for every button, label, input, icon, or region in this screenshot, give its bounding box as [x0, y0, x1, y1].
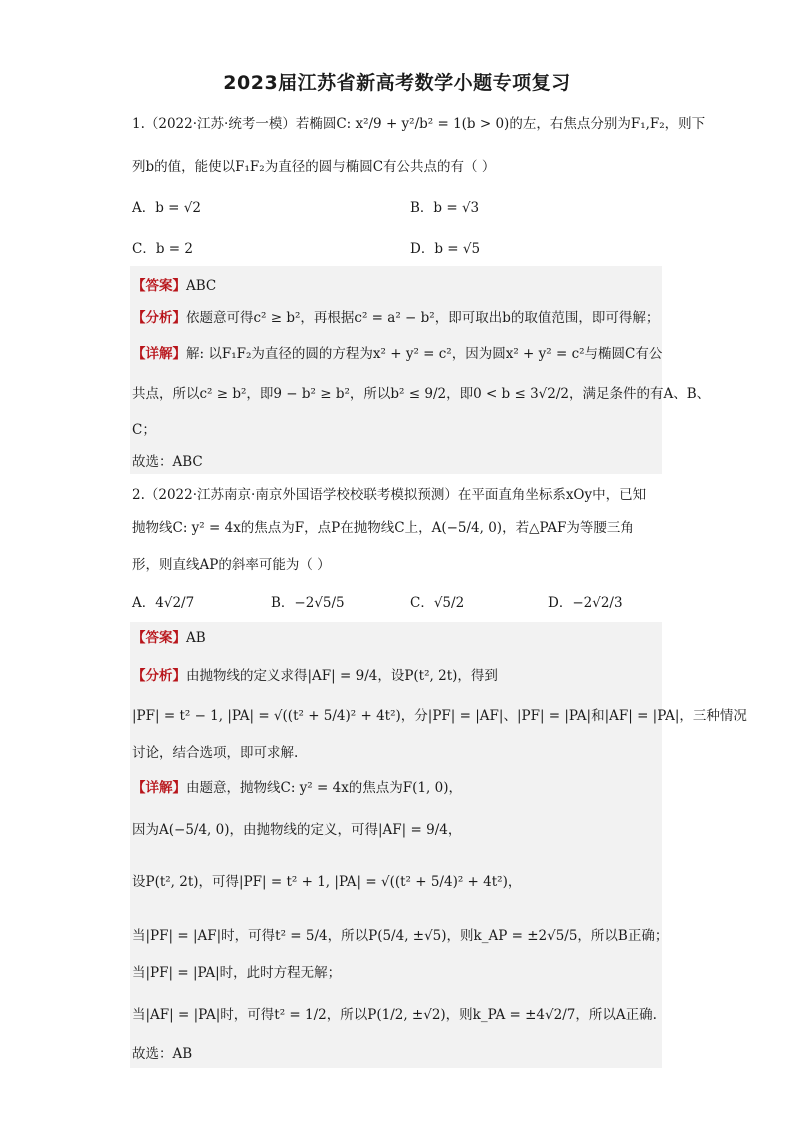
q1-option-b: B．b = √3 [410, 200, 480, 216]
detail-text-line1: 解: 以F₁F₂为直径的圆的方程为x² + y² = c²，因为圆x² + y² = c²与椭圆C有公 [186, 346, 663, 362]
q2-analysis-line3: 讨论，结合选项，即可求解. [132, 745, 299, 761]
q1-detail-line3: C； [132, 422, 156, 438]
analysis-label: 【分析】 [132, 668, 186, 684]
q2-solution-box [130, 622, 662, 1068]
q1-detail [132, 344, 662, 364]
q2-detail-line6: 当|AF| = |PA|时，可得t² = 1/2，所以P(1/2, ±√2)，则k_PA = ±4√2/7，所以A正确. [132, 1007, 657, 1023]
q2-detail-line2: 因为A(−5/4, 0)，由抛物线的定义，可得|AF| = 9/4， [132, 822, 462, 838]
q2-option-a: A．4√2/7 [132, 595, 195, 611]
q1-analysis [132, 308, 659, 328]
q1-stem-line1: 1.（2022·江苏·统考一模）若椭圆C: x²/9 + y²/b² = 1(b > 0)的左，右焦点分别为F₁,F₂，则下 [132, 116, 706, 132]
q2-detail [132, 778, 462, 798]
detail-text-line1: 由题意，抛物线C: y² = 4x的焦点为F(1, 0)， [186, 780, 462, 796]
q1-option-a: A．b = √2 [132, 200, 201, 216]
q1-answer [132, 276, 216, 296]
q2-choice: 故选：AB [132, 1046, 193, 1062]
q2-option-c: C．√5/2 [410, 595, 465, 611]
q2-detail-line5: 当|PF| = |PA|时，此时方程无解； [132, 965, 342, 981]
q1-solution-box [130, 266, 662, 474]
q1-stem-line2: 列b的值，能使以F₁F₂为直径的圆与椭圆C有公共点的有（ ） [132, 159, 496, 175]
q2-detail-line4: 当|PF| = |AF|时，可得t² = 5/4，所以P(5/4, ±√5)，则k_AP = ±2√5/5，所以B正确； [132, 928, 669, 944]
answer-label: 【答案】 [132, 278, 186, 294]
q2-analysis [132, 666, 498, 686]
q1-option-d: D．b = √5 [410, 241, 481, 257]
analysis-text: 依题意可得c² ≥ b²，再根据c² = a² − b²，即可取出b的取值范围，即可得解； [186, 310, 660, 326]
q2-analysis-line2: |PF| = t² − 1, |PA| = √((t² + 5/4)² + 4t²)，分|PF| = |AF|、|PF| = |PA|和|AF| = |PA|，三种情况 [132, 708, 747, 724]
detail-label: 【详解】 [132, 346, 186, 362]
detail-label: 【详解】 [132, 780, 186, 796]
q2-answer [132, 628, 206, 648]
q2-stem-line2: 抛物线C: y² = 4x的焦点为F，点P在抛物线C上，A(−5/4, 0)，若△PAF为等腰三角 [132, 520, 634, 536]
q1-option-c: C．b = 2 [132, 241, 193, 257]
analysis-label: 【分析】 [132, 310, 186, 326]
answer-text: ABC [186, 278, 217, 294]
q2-detail-line3: 设P(t², 2t)，可得|PF| = t² + 1, |PA| = √((t² + 5/4)² + 4t²)， [132, 874, 522, 890]
q2-option-d: D．−2√2/3 [548, 595, 623, 611]
q1-detail-line2: 共点，所以c² ≥ b²，即9 − b² ≥ b²，所以b² ≤ 9/2，即0 < b ≤ 3√2/2，满足条件的有A、B、 [132, 386, 711, 402]
answer-text: AB [186, 630, 206, 646]
analysis-text-line1: 由抛物线的定义求得|AF| = 9/4，设P(t², 2t)，得到 [186, 668, 498, 684]
answer-label: 【答案】 [132, 630, 186, 646]
q2-stem-line3: 形，则直线AP的斜率可能为（ ） [132, 557, 331, 573]
q2-option-b: B．−2√5/5 [271, 595, 345, 611]
q1-choice: 故选：ABC [132, 454, 203, 470]
q2-stem-line1: 2.（2022·江苏南京·南京外国语学校校联考模拟预测）在平面直角坐标系xOy中，已知 [132, 487, 647, 503]
page-title: 2023届江苏省新高考数学小题专项复习 [223, 72, 571, 94]
